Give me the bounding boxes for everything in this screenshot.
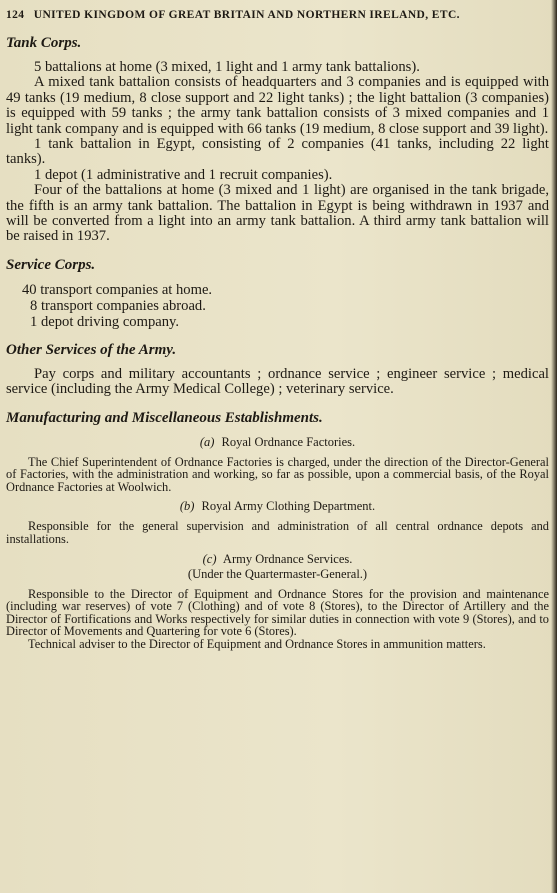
paragraph: 1 depot (1 administrative and 1 recruit companies). (34, 166, 333, 183)
paragraph: Four of the battalions at home (3 mixed and 1 light) are organised in the tank brigade, the fifth is an army tank battalion. The battalion in Egypt is being withdrawn in 1937 and will be converted from a light into an army tank battalion. A third army tank battalion will be raised in 1937. (6, 182, 549, 245)
paragraph: Technical adviser to the Director of Equipment and Ordnance Stores in ammunition matters. (28, 637, 486, 652)
paragraph: Pay corps and military accountants ; ordnance service ; engineer service ; medical service (including the Army Medical College) ; veterinary service. (6, 365, 549, 398)
list-item: 1 depot driving company. (30, 313, 180, 330)
list-item: 8 transport companies abroad. (30, 297, 206, 314)
subsection-label: (a) (199, 434, 215, 449)
paragraph: The Chief Superintendent of Ordnance Factories is charged, under the direction of the Director-General of Factories, with the administration and working, so far as possible, upon a commercial basis, of the Royal Ordnance Factories at Woolwich. (6, 454, 549, 494)
running-title: UNITED KINGDOM OF GREAT BRITAIN AND NORTHERN IRELAND, ETC. (33, 9, 460, 21)
page-number: 124 (6, 9, 25, 21)
subsection-subtitle: (Under the Quartermaster-General.) (187, 566, 368, 581)
page-edge-shadow (551, 0, 557, 893)
section-heading: Manufacturing and Miscellaneous Establishments. (6, 409, 323, 426)
paragraph: Responsible for the general supervision and administration of all central ordnance depots and installations. (6, 519, 549, 547)
section-heading: Service Corps. (6, 256, 96, 273)
list-item: 40 transport companies at home. (22, 281, 213, 298)
subsection-title: Royal Ordnance Factories. (221, 434, 356, 449)
subsection-label: (b) (179, 499, 195, 514)
paragraph: Responsible to the Director of Equipment and Ordnance Stores for the provision and maintenance (including war reserves) of vote 7 (Clothing) and of vote 8 (Stores), to the Director of Artillery and the Director of Fortifications and Works respectively for similar duties in connection with vote 9 (Stores), and to Director of Movements and Quartering for vote 6 (Stores). (6, 586, 549, 639)
section-heading: Other Services of the Army. (6, 341, 177, 358)
subsection-b (6, 499, 549, 545)
section-heading: Tank Corps. (6, 35, 82, 51)
subsection-title: Army Ordnance Services. (222, 551, 353, 566)
subsection-heading (6, 552, 549, 582)
paragraph: 1 tank battalion in Egypt, consisting of 2 companies (41 tanks, including 22 light tanks). (6, 136, 549, 168)
section-tank-corps (6, 35, 549, 245)
section-other-services (6, 342, 549, 398)
subsection-heading (6, 435, 549, 450)
subsection-heading (6, 499, 549, 514)
paragraph: A mixed tank battalion consists of headquarters and 3 companies and is equipped with 49 tanks (19 medium, 8 close support and 22 light tanks) ; the light battalion (3 companies) is equipped with 59 tanks ; the army tank battalion consists of 3 mixed companies and 1 light tank company and is equipped with 66 tanks (19 medium, 8 close support and 39 light). (6, 74, 549, 137)
service-corps-list (6, 282, 549, 330)
subsection-a (6, 435, 549, 494)
section-service-corps (6, 257, 549, 330)
subsection-title: Royal Army Clothing Department. (201, 499, 376, 514)
section-manufacturing (6, 410, 549, 651)
running-head (6, 9, 549, 21)
subsection-label: (c) (202, 551, 217, 566)
paragraph: 5 battalions at home (3 mixed, 1 light and 1 army tank battalions). (34, 59, 420, 75)
subsection-c (6, 552, 549, 651)
